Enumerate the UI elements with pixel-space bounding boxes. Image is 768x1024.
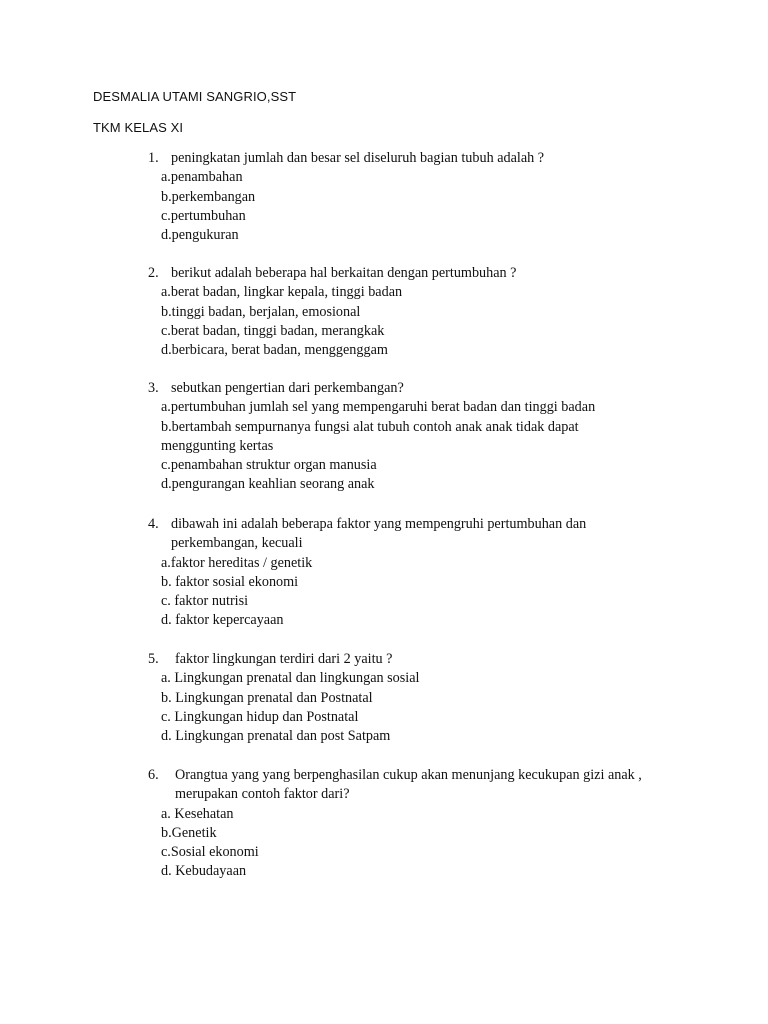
option-b: b. faktor sosial ekonomi (161, 573, 299, 590)
option-b: b.perkembangan (161, 188, 256, 205)
question-number: 2. (148, 265, 159, 281)
question-number: 4. (148, 516, 159, 532)
option-d: d. Kebudayaan (161, 863, 247, 880)
option-c: c. Lingkungan hidup dan Postnatal (161, 708, 359, 725)
option-d: d. Lingkungan prenatal dan post Satpam (161, 728, 391, 745)
option-b: b.bertambah sempurnanya fungsi alat tubuh contoh anak anak tidak dapat menggunting kertas (161, 418, 579, 454)
option-c: c.Sosial ekonomi (161, 844, 259, 861)
option-c: c.penambahan struktur organ manusia (161, 457, 377, 474)
option-d: d. faktor kepercayaan (161, 612, 284, 629)
option-b: b.tinggi badan, berjalan, emosional (161, 303, 361, 320)
question-number: 5. (148, 651, 159, 667)
question-text: Orangtua yang yang berpenghasilan cukup akan menunjang kecukupan gizi anak , merupakan contoh faktor dari? (175, 767, 642, 803)
option-a: a.berat badan, lingkar kepala, tinggi badan (161, 284, 403, 301)
option-a: a. Kesehatan (161, 805, 234, 822)
option-d: d.pengurangan keahlian seorang anak (161, 476, 375, 493)
question-2 (148, 264, 668, 360)
option-a: a.pertumbuhan jumlah sel yang mempengaruhi berat badan dan tinggi badan (161, 399, 596, 416)
question-number: 1. (148, 150, 159, 166)
question-number: 6. (148, 767, 159, 783)
option-d: d.pengukuran (161, 227, 239, 244)
option-a: a.faktor hereditas / genetik (161, 554, 313, 571)
question-text: dibawah ini adalah beberapa faktor yang mempengruhi pertumbuhan dan perkembangan, kecuali (171, 516, 587, 552)
question-5 (148, 650, 668, 746)
option-d: d.berbicara, berat badan, menggenggam (161, 342, 388, 359)
author-name: DESMALIA UTAMI SANGRIO,SST (93, 89, 297, 104)
option-a: a. Lingkungan prenatal dan lingkungan sosial (161, 670, 420, 687)
option-c: c. faktor nutrisi (161, 593, 249, 610)
question-text: peningkatan jumlah dan besar sel diseluruh bagian tubuh adalah ? (171, 150, 545, 166)
question-text: faktor lingkungan terdiri dari 2 yaitu ? (175, 651, 393, 667)
question-6 (148, 766, 668, 882)
option-c: c.pertumbuhan (161, 207, 246, 224)
class-label: TKM KELAS XI (93, 120, 184, 135)
question-text: berikut adalah beberapa hal berkaitan dengan pertumbuhan ? (171, 265, 517, 281)
question-text: sebutkan pengertian dari perkembangan? (171, 380, 404, 396)
option-b: b.Genetik (161, 824, 217, 841)
question-1 (148, 149, 668, 245)
option-c: c.berat badan, tinggi badan, merangkak (161, 322, 385, 339)
question-number: 3. (148, 380, 159, 396)
question-4 (148, 515, 668, 631)
question-3 (148, 379, 668, 495)
option-b: b. Lingkungan prenatal dan Postnatal (161, 689, 373, 706)
option-a: a.penambahan (161, 169, 243, 186)
